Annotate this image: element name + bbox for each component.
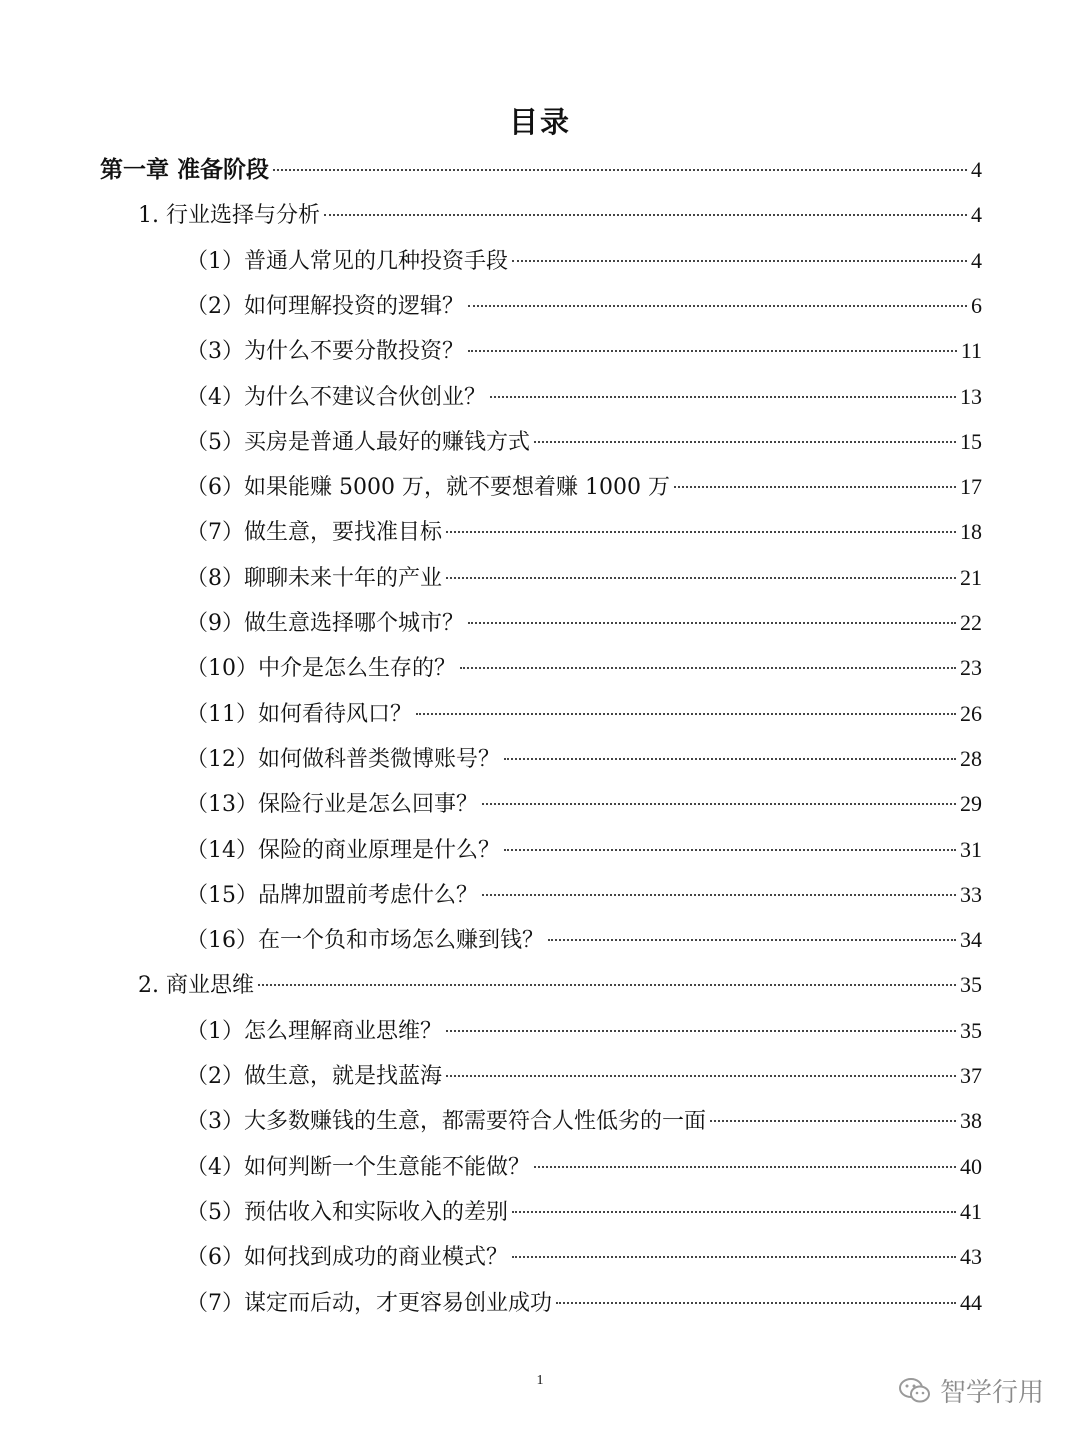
toc-entry <box>186 241 982 281</box>
toc-leader-dots <box>504 758 956 760</box>
toc-entry-label: 2. 商业思维 <box>138 973 254 999</box>
toc-entry-page: 41 <box>960 1198 982 1224</box>
toc-entry <box>100 150 982 190</box>
toc-entry-page: 15 <box>960 428 982 454</box>
toc-leader-dots <box>534 441 956 443</box>
toc-entry-page: 31 <box>960 836 982 862</box>
toc-leader-dots <box>512 1256 956 1258</box>
toc-entry <box>186 1147 982 1187</box>
toc-entry-page: 29 <box>960 791 982 817</box>
toc-entry-label: （3）大多数赚钱的生意，都需要符合人性低劣的一面 <box>186 1109 706 1135</box>
toc-entry <box>186 377 982 417</box>
toc-entry <box>186 558 982 598</box>
toc-leader-dots <box>490 396 956 398</box>
toc-entry-label: （2）如何理解投资的逻辑？ <box>186 293 464 319</box>
toc-leader-dots <box>468 305 967 307</box>
toc-leader-dots <box>446 531 956 533</box>
toc-leader-dots <box>556 1302 956 1304</box>
toc-leader-dots <box>512 260 967 262</box>
toc-entry-page: 17 <box>960 474 982 500</box>
toc-entry <box>186 875 982 915</box>
toc-entry-label: （5）买房是普通人最好的赚钱方式 <box>186 429 530 455</box>
toc-entry-page: 35 <box>960 1017 982 1043</box>
toc-entry-label: （9）做生意选择哪个城市？ <box>186 611 464 636</box>
toc-leader-dots <box>674 486 956 488</box>
toc-entry-page: 4 <box>971 247 982 273</box>
toc-entry <box>186 830 982 870</box>
toc-entry-label: （3）为什么不要分散投资？ <box>186 339 464 365</box>
toc-entry-label: （10）中介是怎么生存的？ <box>186 656 456 682</box>
toc-entry <box>186 1192 982 1232</box>
toc-entry <box>186 512 982 552</box>
toc-entry-label: （6）如果能赚 5000 万，就不要想着赚 1000 万 <box>186 475 670 501</box>
toc-entry-label: （7）做生意，要找准目标 <box>186 520 442 546</box>
toc-leader-dots <box>468 350 957 352</box>
toc-leader-dots <box>446 577 956 579</box>
watermark <box>898 1372 1044 1409</box>
toc-entry-page: 33 <box>960 881 982 907</box>
toc-leader-dots <box>273 169 967 171</box>
toc-entry <box>186 422 982 462</box>
toc-entry-page: 4 <box>971 202 982 228</box>
toc-entry <box>186 1101 982 1141</box>
toc-entry-page: 18 <box>960 519 982 545</box>
toc-entry <box>186 331 982 371</box>
toc-leader-dots <box>504 849 956 851</box>
toc-entry <box>186 1283 982 1323</box>
toc-entry-label: （6）如何找到成功的商业模式？ <box>186 1245 508 1271</box>
toc-entry <box>186 739 982 779</box>
toc-entry-page: 13 <box>960 383 982 409</box>
toc-entry-label: 1. 行业选择与分析 <box>138 203 320 229</box>
toc-leader-dots <box>710 1120 956 1122</box>
toc-entry-page: 35 <box>960 972 982 998</box>
toc-entry-label: （5）预估收入和实际收入的差别 <box>186 1199 508 1225</box>
toc-entry-page: 6 <box>971 292 982 318</box>
toc-leader-dots <box>468 622 956 624</box>
toc-entry-label: （8）聊聊未来十年的产业 <box>186 565 442 591</box>
toc-entry-label: （4）为什么不建议合伙创业？ <box>186 384 486 410</box>
toc-entry <box>138 195 982 235</box>
toc-entry-page: 26 <box>960 700 982 726</box>
toc-leader-dots <box>446 1075 956 1077</box>
page-title: 目录 <box>508 105 571 139</box>
toc-entry-label: （14）保险的商业原理是什么？ <box>186 837 500 863</box>
toc-entry-page: 23 <box>960 655 982 681</box>
toc-entry-label: （15）品牌加盟前考虑什么？ <box>186 882 478 908</box>
toc-leader-dots <box>460 667 956 669</box>
toc-entry-label: （16）在一个负和市场怎么赚到钱？ <box>186 928 544 954</box>
toc-leader-dots <box>482 803 956 805</box>
toc-entry-page: 43 <box>960 1244 982 1270</box>
toc-leader-dots <box>482 894 956 896</box>
toc-entry-label: 第一章 准备阶段 <box>100 156 270 183</box>
toc-entry-label: （11）如何看待风口？ <box>186 701 412 727</box>
toc-entry <box>186 694 982 734</box>
toc-entry-label: （2）做生意，就是找蓝海 <box>186 1064 442 1089</box>
toc-entry <box>186 286 982 326</box>
toc-entry-page: 4 <box>971 157 982 182</box>
toc-entry-page: 40 <box>960 1153 982 1179</box>
toc-entry <box>186 467 982 507</box>
toc-entry-page: 22 <box>960 610 982 635</box>
toc-entry-label: （4）如何判断一个生意能不能做？ <box>186 1154 530 1180</box>
toc-entry <box>186 784 982 824</box>
toc-entry <box>186 603 982 643</box>
toc-entry <box>186 1056 982 1096</box>
toc-entry-page: 28 <box>960 745 982 771</box>
watermark-text: 智学行用 <box>939 1378 1044 1408</box>
toc-entry-page: 21 <box>960 564 982 590</box>
toc-leader-dots <box>324 214 967 216</box>
toc-entry-page: 34 <box>960 927 982 953</box>
toc-leader-dots <box>446 1030 956 1032</box>
toc-entry <box>138 965 982 1005</box>
toc-entry-page: 11 <box>960 338 982 364</box>
toc-leader-dots <box>416 713 956 715</box>
toc-leader-dots <box>258 984 956 986</box>
toc-entry <box>186 1237 982 1277</box>
toc-entry-page: 38 <box>960 1108 982 1134</box>
toc-entry <box>186 1011 982 1051</box>
toc-entry-label: （1）怎么理解商业思维？ <box>186 1018 442 1044</box>
toc-entry-label: （1）普通人常见的几种投资手段 <box>186 248 508 274</box>
toc-entry-label: （7）谋定而后动，才更容易创业成功 <box>186 1290 552 1316</box>
toc-leader-dots <box>512 1211 956 1213</box>
wechat-icon <box>898 1376 932 1406</box>
toc-leader-dots <box>534 1166 956 1168</box>
toc-entry <box>186 920 982 960</box>
toc-entry-label: （12）如何做科普类微博账号？ <box>186 746 500 772</box>
toc-entry-page: 37 <box>960 1063 982 1088</box>
toc-entry <box>186 648 982 688</box>
toc-entry-label: （13）保险行业是怎么回事？ <box>186 792 478 818</box>
page-number: 1 <box>536 1373 544 1388</box>
toc-leader-dots <box>548 939 956 941</box>
toc-entry-page: 44 <box>960 1289 982 1315</box>
